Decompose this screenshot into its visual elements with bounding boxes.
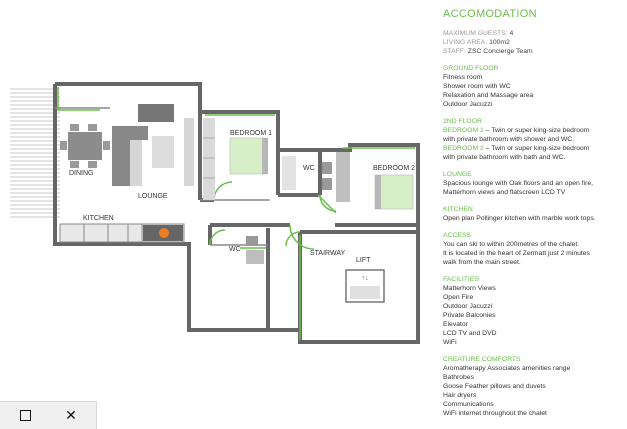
meta-staff: STAFF: ZSC Concierge Team — [443, 48, 533, 55]
access-line: walk from the main street. — [443, 259, 521, 266]
upper-wc-fixtures — [282, 156, 332, 190]
label-wc-lower: WC — [229, 246, 241, 253]
label-stairway: STAIRWAY — [310, 250, 346, 257]
comforts-line: Hair dryers — [443, 392, 477, 399]
maximize-icon — [20, 410, 31, 421]
meta-guests: MAXIMUM GUESTS: 4 — [443, 30, 514, 37]
bedroom-1-line: BEDROOM 1 – Twin or super king-size bedroom — [443, 127, 590, 134]
label-dining: DINING — [69, 170, 94, 177]
heading-access: ACCESS — [443, 232, 471, 239]
comforts-line: WiFi internet throughout the chalet — [443, 410, 547, 417]
bedroom-2-line: with private bathroom with bath and WC. — [443, 154, 566, 161]
heading-2nd-floor: 2ND FLOOR — [443, 118, 482, 125]
label-wc-upper: WC — [303, 165, 315, 172]
window-controls — [0, 401, 97, 429]
label-lounge: LOUNGE — [138, 193, 168, 200]
bedroom-2-furniture — [336, 152, 416, 209]
balcony-hatch — [10, 89, 60, 217]
meta-area: LIVING AREA: 100m2 — [443, 39, 510, 46]
close-icon: ✕ — [65, 407, 77, 424]
facilities-line: Outdoor Jacuzzi — [443, 303, 493, 310]
heading-ground-floor: GROUND FLOOR — [443, 65, 499, 72]
bedroom-2-line: BEDROOM 2 – Twin or super king-size bedroom — [443, 145, 590, 152]
dining-table — [60, 124, 110, 168]
label-bedroom-1: BEDROOM 1 — [230, 130, 273, 137]
ground-floor-line: Outdoor Jacuzzi — [443, 101, 493, 108]
label-kitchen: KITCHEN — [83, 215, 114, 222]
ground-floor-line: Fitness room — [443, 74, 483, 81]
page-title: ACCOMODATION — [443, 8, 537, 20]
heading-facilities: FACILITIES — [443, 276, 479, 283]
maximize-button[interactable] — [2, 402, 48, 429]
ground-floor-line: Relaxation and Massage area — [443, 92, 534, 99]
bedroom-1-line: with private bathroom with shower and WC. — [443, 136, 575, 143]
lower-wc-fixtures — [246, 236, 264, 264]
label-lift: LIFT — [356, 257, 371, 264]
heading-lounge: LOUNGE — [443, 171, 472, 178]
access-line: You can ski to within 200metres of the chalet. — [443, 241, 580, 248]
walls — [55, 84, 418, 342]
heading-creature-comforts: CREATURE COMFORTS — [443, 356, 521, 363]
facilities-line: Elevator — [443, 321, 468, 328]
facilities-line: Private Balconies — [443, 312, 496, 319]
access-line: It is located in the heart of Zermatt just 2 minutes — [443, 250, 590, 257]
lounge-line: Matterhorn views and flatscreen LCD TV — [443, 189, 566, 196]
lounge-line: Spacious lounge with Oak floors and an open fire, — [443, 180, 594, 187]
facilities-line: Open Fire — [443, 294, 474, 301]
comforts-line: Communications — [443, 401, 494, 408]
close-button[interactable] — [48, 402, 94, 429]
lounge-sofa — [112, 104, 194, 186]
label-bedroom-2: BEDROOM 2 — [373, 165, 416, 172]
comforts-line: Aromatherapy Associates amenities range — [443, 365, 571, 372]
facilities-line: LCD TV and DVD — [443, 330, 497, 337]
svg-text:↑↓: ↑↓ — [361, 275, 369, 282]
kitchen-line: Open plan Pollinger kitchen with marble work tops. — [443, 215, 596, 222]
heading-kitchen: KITCHEN — [443, 206, 473, 213]
facilities-line: WiFi — [443, 339, 457, 346]
info-panel — [443, 8, 627, 418]
kitchen-counter — [60, 224, 184, 242]
ground-floor-line: Shower room with WC — [443, 83, 511, 90]
facilities-line: Matterhorn Views — [443, 285, 496, 292]
comforts-line: Bathrobes — [443, 374, 474, 381]
comforts-line: Goose Feather pillows and duvets — [443, 383, 546, 390]
lift-box — [346, 270, 384, 302]
